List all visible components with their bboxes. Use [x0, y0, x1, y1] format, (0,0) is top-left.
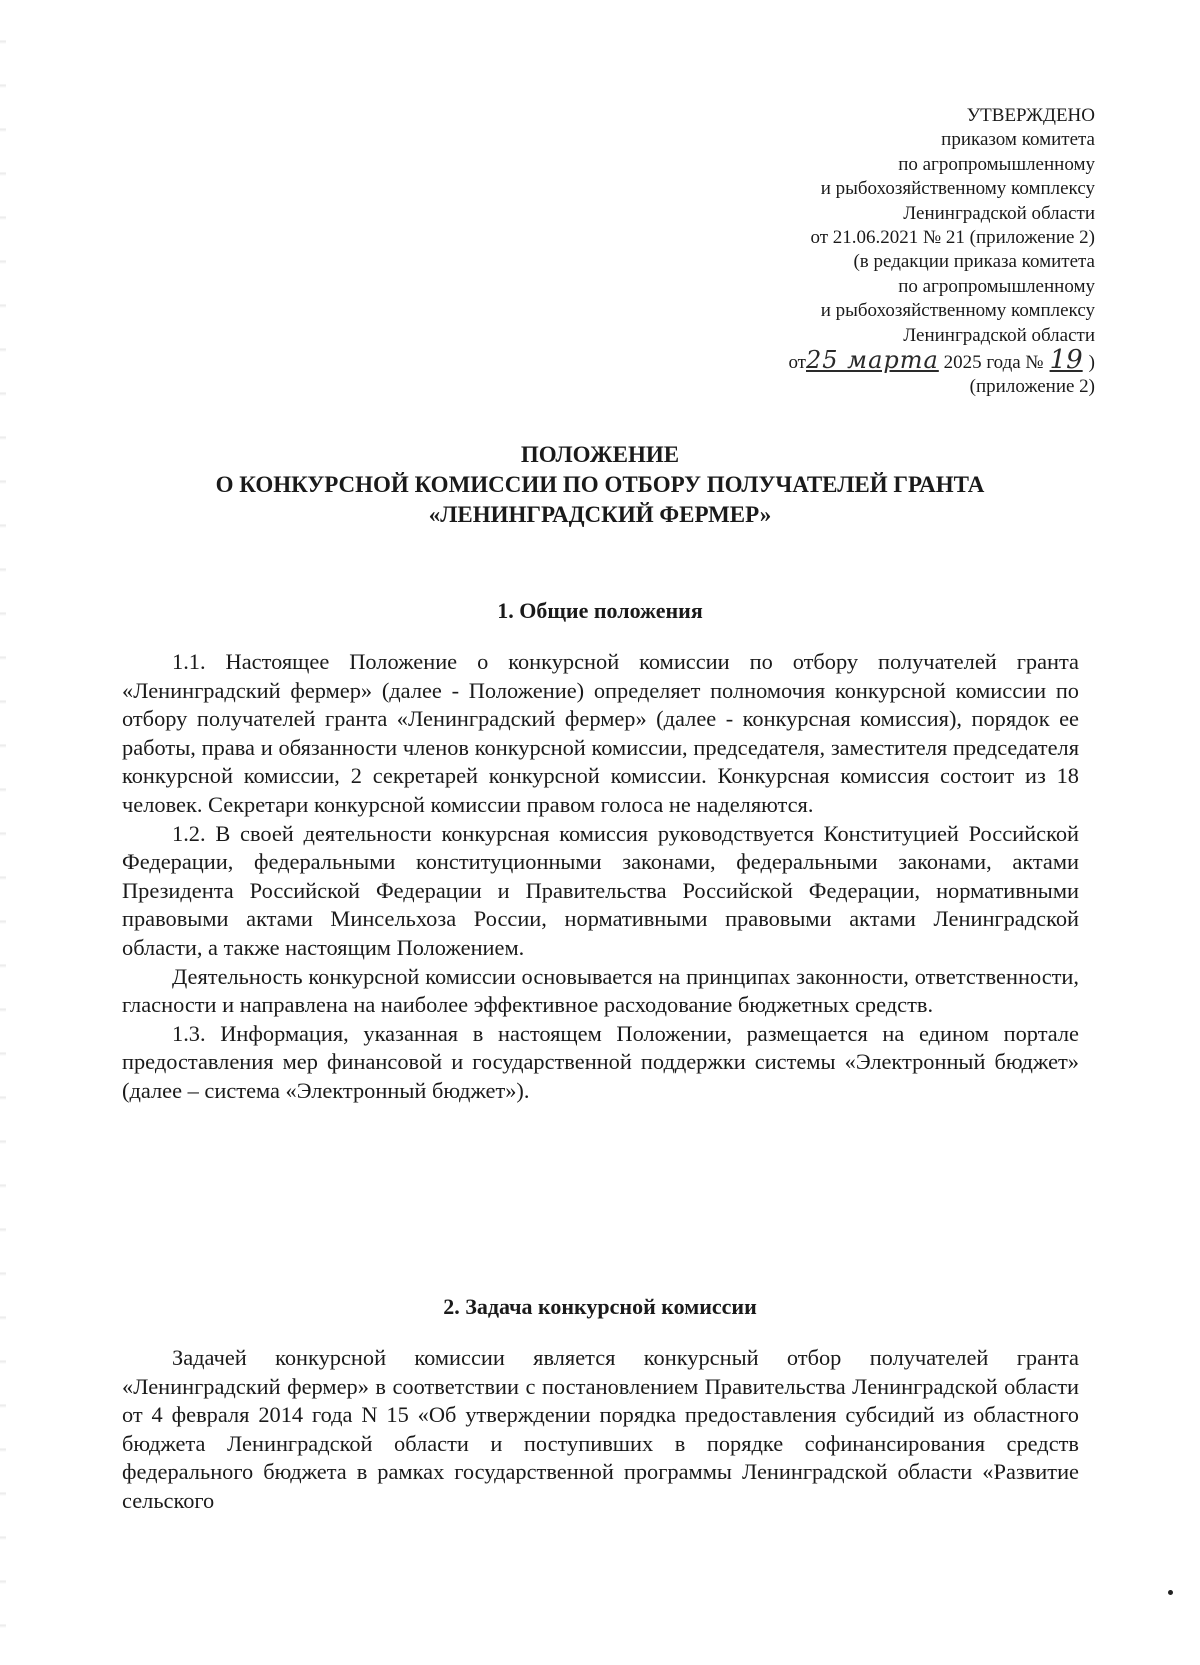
section-1-body: [122, 648, 1079, 1106]
approval-line: Ленинградской области: [903, 324, 1095, 346]
handwritten-order-number: 19: [1049, 345, 1083, 376]
approval-line: Ленинградской области: [903, 202, 1095, 224]
section-1-heading: 1. Общие положения: [497, 598, 703, 623]
scan-dot-artifact: [1168, 1590, 1173, 1595]
approval-block: [535, 104, 1095, 400]
paragraph: 1.3. Информация, указанная в настоящем Положении, размещается на едином портале предоставления мер финансовой и государственной поддержки системы «Электронный бюджет» (далее – система «Электронный бюджет»).: [122, 1020, 1079, 1103]
document-title: [100, 440, 1100, 530]
paragraph: 1.2. В своей деятельности конкурсная комиссия руководствуется Конституцией Российской Федерации, федеральными конституционными законами, федеральными законами, актами Президента Российской Федерации и Правительства Российской Федерации, нормативными правовыми актами Минсельхоза России, нормативными правовыми актами Ленинградской области, а также настоящим Положением.: [122, 820, 1079, 960]
date-prefix: от: [788, 352, 806, 374]
title-line: ПОЛОЖЕНИЕ: [520, 442, 680, 467]
date-suffix: 2025 года №: [943, 352, 1044, 374]
approval-line: от 21.06.2021 № 21 (приложение 2): [810, 227, 1095, 249]
approval-line: (в редакции приказа комитета: [853, 251, 1095, 273]
paragraph: Деятельность конкурсной комиссии основывается на принципах законности, ответственности, гласности и направлена на наиболее эффективное расходование бюджетных средств.: [122, 963, 1079, 1018]
approval-line: по агропромышленному: [898, 153, 1095, 175]
section-2-heading: 2. Задача конкурсной комиссии: [443, 1294, 757, 1319]
approval-appendix: (приложение 2): [969, 376, 1095, 398]
paragraph: 1.1. Настоящее Положение о конкурсной комиссии по отбору получателей гранта «Ленинградский фермер» (далее - Положение) определяет полномочия конкурсной комиссии по отбору получателей гранта «Ленинградский фермер» (далее - конкурсная комиссия), порядок ее работы, права и обязанности членов конкурсной комиссии, председателя, заместителя председателя конкурсной комиссии, 2 секретарей конкурсной комиссии. Конкурсная комиссия состоит из 18 человек. Секретари конкурсной комиссии правом голоса не наделяются.: [122, 649, 1079, 817]
paragraph: Задачей конкурсной комиссии является конкурсный отбор получателей гранта «Ленинградский фермер» в соответствии с постановлением Правительства Ленинградской области от 4 февраля 2014 года N 15 «Об утверждении порядка предоставления субсидий из областного бюджета Ленинградской области и поступивших в порядке софинансирования средств федерального бюджета в рамках государственной программы Ленинградской области «Развитие сельского: [122, 1345, 1079, 1513]
section-2-body: [122, 1344, 1079, 1516]
approval-date-line: [535, 345, 1095, 376]
approval-line: и рыбохозяйственному комплексу: [820, 178, 1095, 200]
approval-line: по агропромышленному: [898, 275, 1095, 297]
handwritten-date: 25 марта: [806, 346, 939, 375]
approval-line: УТВЕРЖДЕНО: [966, 105, 1095, 126]
number-close: ): [1088, 352, 1095, 374]
title-line: «ЛЕНИНГРАДСКИЙ ФЕРМЕР»: [428, 502, 772, 527]
scan-edge-artifact: [0, 0, 6, 1665]
approval-line: и рыбохозяйственному комплексу: [820, 300, 1095, 322]
title-line: О КОНКУРСНОЙ КОМИССИИ ПО ОТБОРУ ПОЛУЧАТЕЛЕЙ ГРАНТА: [215, 472, 985, 497]
approval-line: приказом комитета: [941, 129, 1095, 151]
